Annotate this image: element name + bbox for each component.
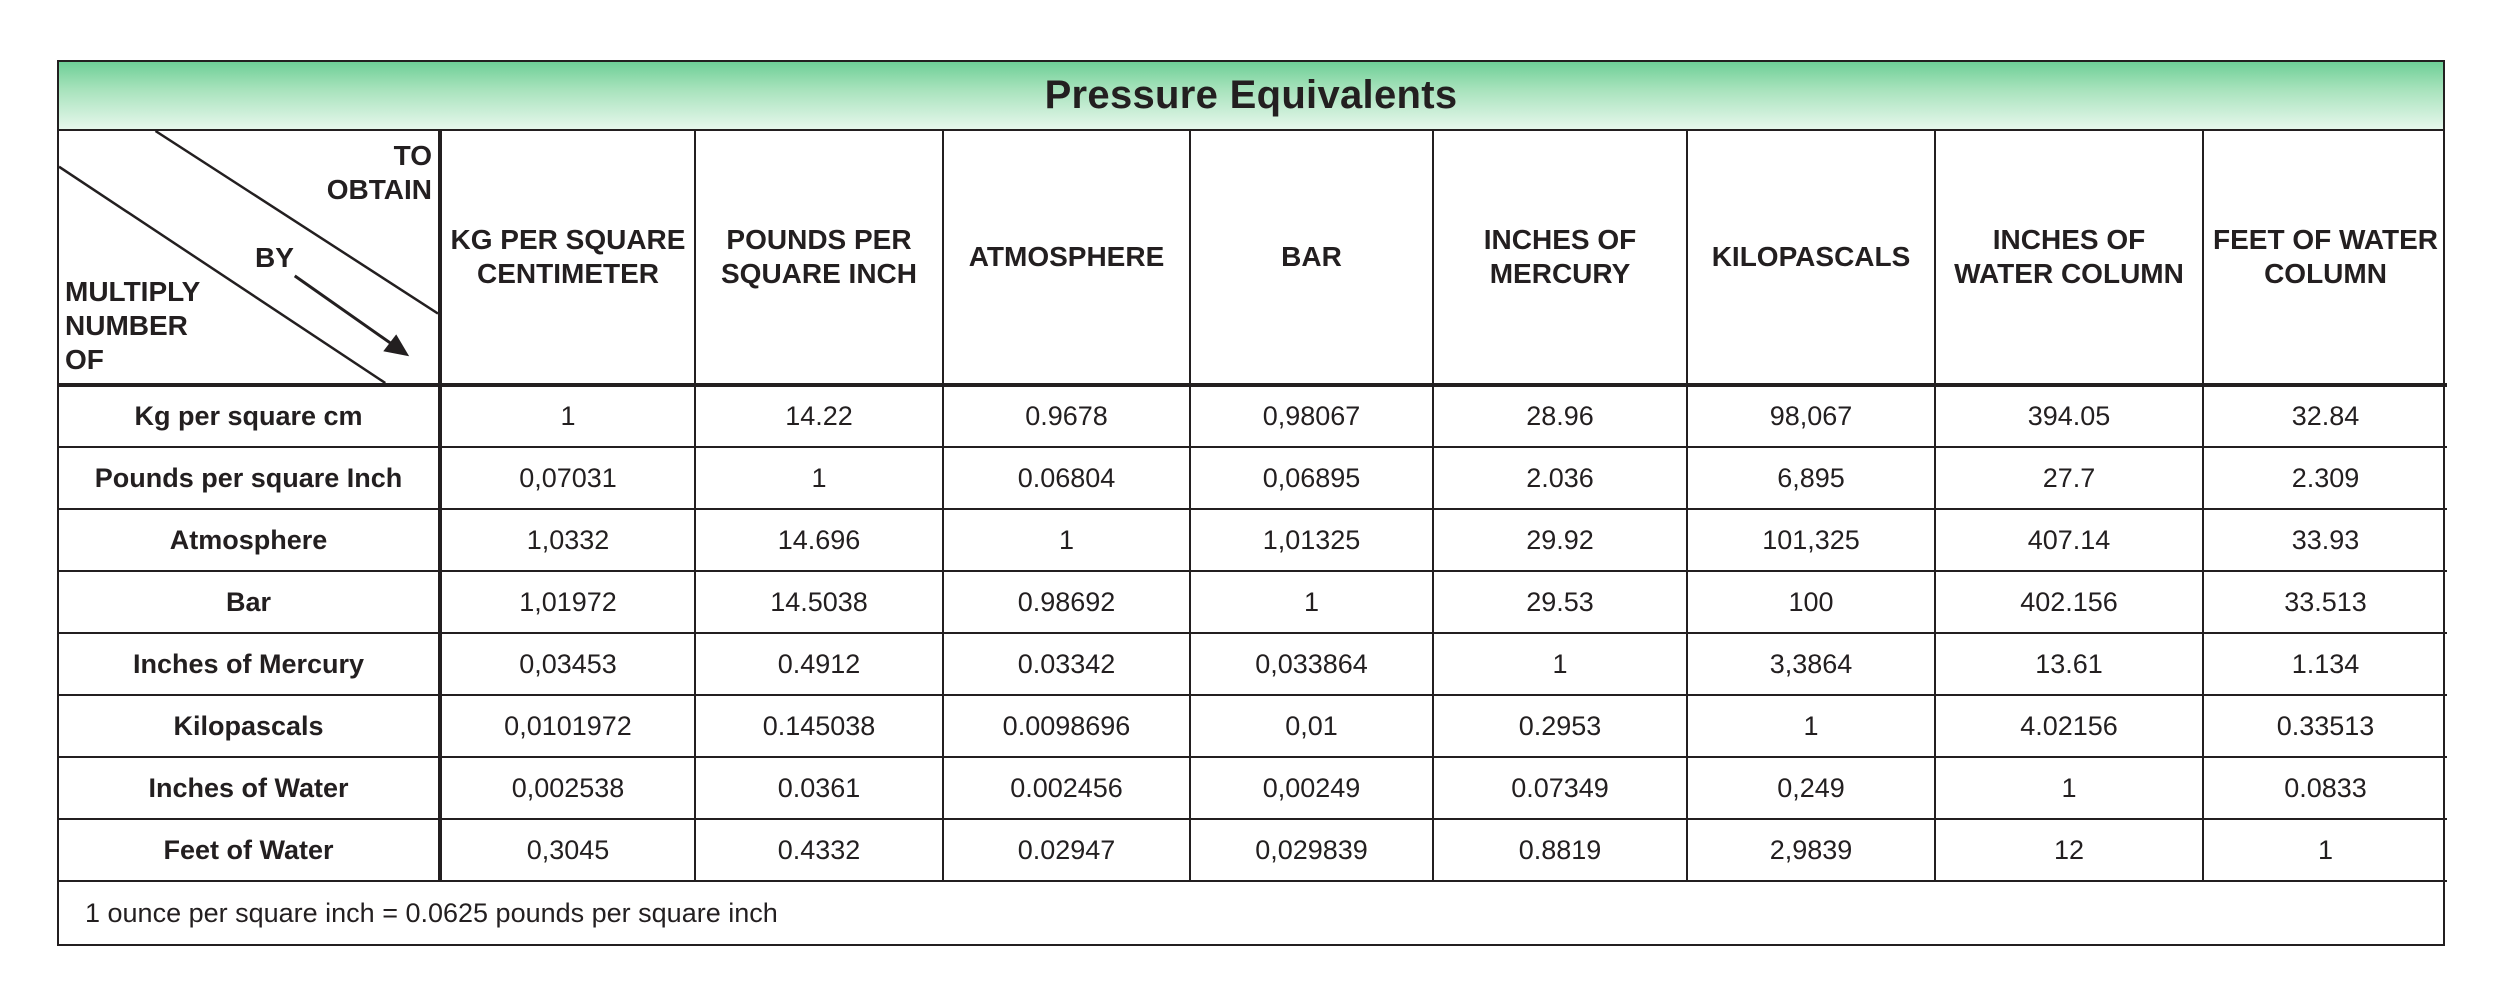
multiply-line-3: OF — [65, 344, 104, 375]
footnote: 1 ounce per square inch = 0.0625 pounds per square inch — [59, 881, 2447, 944]
table-cell: 0,0101972 — [440, 695, 695, 757]
col-header-feet-water — [2203, 131, 2447, 385]
table-cell: 13.61 — [1935, 633, 2203, 695]
table-cell: 2.036 — [1433, 447, 1687, 509]
table-cell: 1 — [1687, 695, 1935, 757]
row-label: Inches of Water — [59, 757, 440, 819]
table-cell: 12 — [1935, 819, 2203, 881]
col-header-label: KG PER SQUARE CENTIMETER — [450, 224, 686, 289]
multiply-number-of-label — [65, 275, 200, 377]
table-cell: 0,00249 — [1190, 757, 1433, 819]
table-cell: 14.22 — [695, 385, 943, 447]
table-cell: 0,06895 — [1190, 447, 1433, 509]
table-cell: 0,033864 — [1190, 633, 1433, 695]
table-cell: 1 — [1935, 757, 2203, 819]
table-cell: 0.2953 — [1433, 695, 1687, 757]
table-row — [59, 819, 2447, 881]
table-cell: 33.93 — [2203, 509, 2447, 571]
row-label: Bar — [59, 571, 440, 633]
table-cell: 100 — [1687, 571, 1935, 633]
table-cell: 14.5038 — [695, 571, 943, 633]
to-obtain-label — [327, 139, 432, 207]
col-header-bar — [1190, 131, 1433, 385]
table-cell: 1 — [695, 447, 943, 509]
table-cell: 0,03453 — [440, 633, 695, 695]
table-row — [59, 509, 2447, 571]
col-header-label: BAR — [1281, 241, 1342, 272]
col-header-label: KILOPASCALS — [1711, 241, 1911, 272]
table-row — [59, 571, 2447, 633]
col-header-psi — [695, 131, 943, 385]
table-cell: 0.98692 — [943, 571, 1190, 633]
table-cell: 1 — [1433, 633, 1687, 695]
table-body — [59, 385, 2447, 881]
table-cell: 4.02156 — [1935, 695, 2203, 757]
header-row — [59, 131, 2447, 385]
table-cell: 0,07031 — [440, 447, 695, 509]
row-label: Kg per square cm — [59, 385, 440, 447]
table-title: Pressure Equivalents — [59, 62, 2443, 131]
table-cell: 1 — [2203, 819, 2447, 881]
table-cell: 1 — [943, 509, 1190, 571]
table-cell: 0.07349 — [1433, 757, 1687, 819]
col-header-kilopascals — [1687, 131, 1935, 385]
table-cell: 1.134 — [2203, 633, 2447, 695]
col-header-inches-water — [1935, 131, 2203, 385]
table-cell: 0,002538 — [440, 757, 695, 819]
row-label: Pounds per square Inch — [59, 447, 440, 509]
to-obtain-line-1: TO — [393, 140, 432, 171]
table-cell: 0,3045 — [440, 819, 695, 881]
pressure-table — [59, 131, 2447, 944]
table-cell: 1,01972 — [440, 571, 695, 633]
table-row — [59, 757, 2447, 819]
col-header-inches-mercury — [1433, 131, 1687, 385]
table-cell: 0.4332 — [695, 819, 943, 881]
col-header-label: FEET OF WATER COLUMN — [2212, 224, 2439, 289]
table-cell: 394.05 — [1935, 385, 2203, 447]
table-cell: 27.7 — [1935, 447, 2203, 509]
row-label: Atmosphere — [59, 509, 440, 571]
row-label: Feet of Water — [59, 819, 440, 881]
table-cell: 3,3864 — [1687, 633, 1935, 695]
table-cell: 0,98067 — [1190, 385, 1433, 447]
table-cell: 0.9678 — [943, 385, 1190, 447]
corner-header-cell — [59, 131, 440, 385]
by-label: BY — [255, 242, 294, 273]
table-cell: 2.309 — [2203, 447, 2447, 509]
table-cell: 29.92 — [1433, 509, 1687, 571]
col-header-label: INCHES OF WATER COLUMN — [1954, 224, 2184, 289]
to-obtain-line-2: OBTAIN — [326, 174, 432, 205]
table-cell: 0.06804 — [943, 447, 1190, 509]
table-cell: 0,249 — [1687, 757, 1935, 819]
arrow-head-icon — [383, 334, 409, 356]
table-cell: 407.14 — [1935, 509, 2203, 571]
pressure-equivalents-table-container — [57, 60, 2445, 946]
table-cell: 1,01325 — [1190, 509, 1433, 571]
table-row — [59, 385, 2447, 447]
table-cell: 0.4912 — [695, 633, 943, 695]
table-row — [59, 447, 2447, 509]
table-cell: 1 — [1190, 571, 1433, 633]
table-cell: 0.0833 — [2203, 757, 2447, 819]
table-row — [59, 695, 2447, 757]
col-header-label: INCHES OF MERCURY — [1483, 224, 1637, 289]
multiply-line-2: NUMBER — [65, 310, 188, 341]
table-cell: 1 — [440, 385, 695, 447]
table-cell: 0.145038 — [695, 695, 943, 757]
table-cell: 6,895 — [1687, 447, 1935, 509]
table-cell: 0.002456 — [943, 757, 1190, 819]
col-header-atmosphere — [943, 131, 1190, 385]
table-cell: 0.03342 — [943, 633, 1190, 695]
col-header-label: ATMOSPHERE — [968, 241, 1165, 272]
table-cell: 0.0361 — [695, 757, 943, 819]
table-cell: 2,9839 — [1687, 819, 1935, 881]
table-cell: 0.33513 — [2203, 695, 2447, 757]
table-cell: 0.02947 — [943, 819, 1190, 881]
table-cell: 29.53 — [1433, 571, 1687, 633]
table-cell: 0,029839 — [1190, 819, 1433, 881]
table-cell: 28.96 — [1433, 385, 1687, 447]
row-label: Kilopascals — [59, 695, 440, 757]
table-cell: 0.0098696 — [943, 695, 1190, 757]
table-row — [59, 633, 2447, 695]
table-cell: 33.513 — [2203, 571, 2447, 633]
table-cell: 101,325 — [1687, 509, 1935, 571]
table-cell: 14.696 — [695, 509, 943, 571]
row-label: Inches of Mercury — [59, 633, 440, 695]
table-cell: 1,0332 — [440, 509, 695, 571]
col-header-kg-per-sq-cm — [440, 131, 695, 385]
table-cell: 0,01 — [1190, 695, 1433, 757]
table-cell: 402.156 — [1935, 571, 2203, 633]
table-cell: 98,067 — [1687, 385, 1935, 447]
table-cell: 0.8819 — [1433, 819, 1687, 881]
multiply-line-1: MULTIPLY — [65, 276, 201, 307]
footnote-row — [59, 881, 2447, 944]
col-header-label: POUNDS PER SQUARE INCH — [720, 224, 917, 289]
table-cell: 32.84 — [2203, 385, 2447, 447]
